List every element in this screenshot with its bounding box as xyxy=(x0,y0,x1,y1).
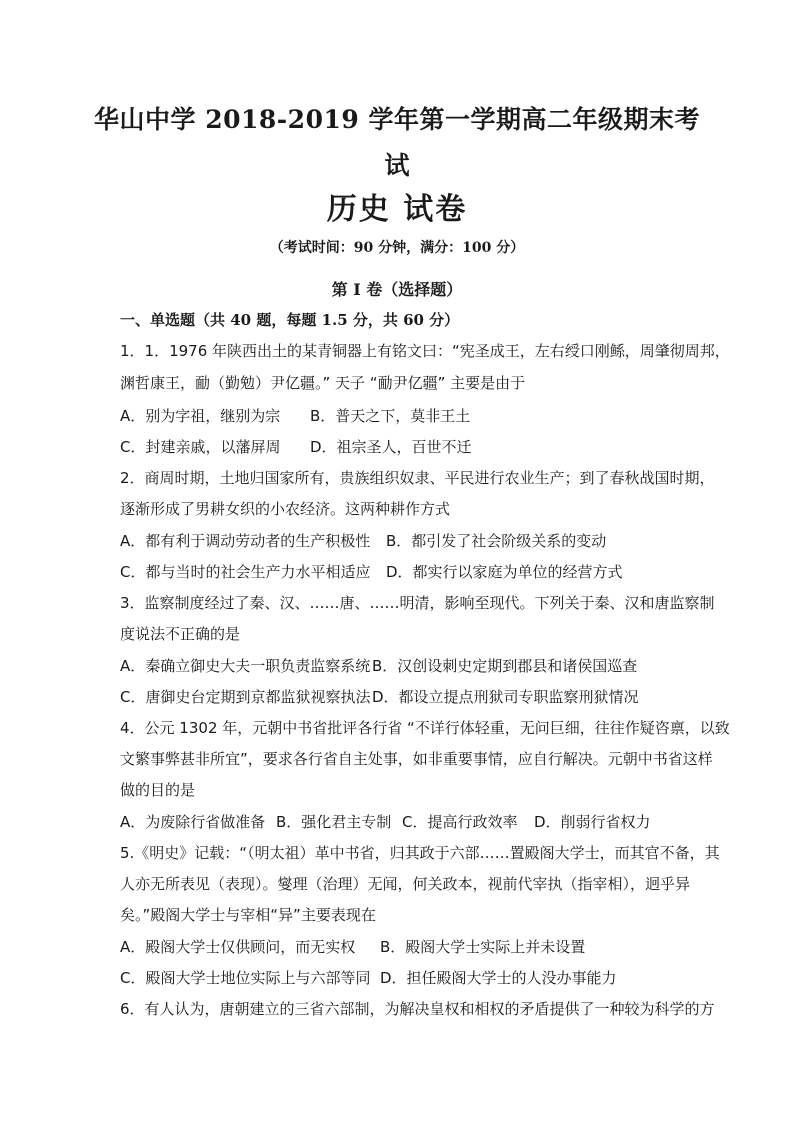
question-4-line-1: 4．公元 1302 年，元朝中书省批评各行省 “不详行体轻重，无问巨细，往往作疑咨禀，以致 xyxy=(120,719,730,737)
option-d: D．都设立提点刑狱司专职监察刑狱情况 xyxy=(372,688,639,706)
option-b: B．汉创设刺史定期到郡县和诸侯国巡查 xyxy=(372,657,638,675)
exam-title-continued: 试 xyxy=(384,151,410,180)
option-c: C．提高行政效率 xyxy=(402,813,518,831)
option-d: D．都实行以家庭为单位的经营方式 xyxy=(386,563,623,581)
question-6-line-1: 6．有人认为，唐朝建立的三省六部制，为解决皇权和相权的矛盾提供了一种较为科学的方 xyxy=(120,1000,715,1018)
option-b: B．普天之下，莫非王土 xyxy=(310,407,471,425)
exam-info: （考试时间：90 分钟，满分：100 分） xyxy=(269,240,525,256)
option-d: D．担任殿阁大学士的人没办事能力 xyxy=(380,969,617,987)
option-a: A．殿阁大学士仅供顾问，而无实权 xyxy=(120,938,356,956)
question-1-line-1: 1．1．1976 年陕西出土的某青铜器上有铭文曰：“宪圣成王，左右绶口刚鲧，周肇彻周邦， xyxy=(120,342,730,360)
question-4-line-2: 文繁事弊甚非所宜”，要求各行省自主处事，如非重要事情，应自行解决。元朝中书省这样 xyxy=(120,750,713,768)
section-title: 第 I 卷（选择题） xyxy=(331,280,463,299)
question-5-line-2: 人亦无所表见（表现）。燮理（治理）无闻，何关政本，视前代宰执（指宰相），迥乎异 xyxy=(120,875,691,893)
option-b: B．强化君主专制 xyxy=(276,813,392,831)
option-a: A．秦确立御史大夫一职负责监察系统 xyxy=(120,657,371,675)
option-c: C．封建亲戚，以藩屏周 xyxy=(120,438,281,456)
question-2-line-2: 逐渐形成了男耕女织的小农经济。这两种耕作方式 xyxy=(120,500,451,518)
question-5-line-3: 矣。”殿阁大学士与宰相“异”主要表现在 xyxy=(120,906,376,924)
subject-title: 历史 试卷 xyxy=(326,192,468,227)
part-title: 一、单选题（共 40 题，每题 1.5 分，共 60 分） xyxy=(120,311,460,329)
option-d: D．祖宗圣人，百世不迁 xyxy=(310,438,472,456)
option-a: A．都有利于调动劳动者的生产积极性 xyxy=(120,532,371,550)
option-c: C．殿阁大学士地位实际上与六部等同 xyxy=(120,969,371,987)
option-c: C．都与当时的社会生产力水平相适应 xyxy=(120,563,371,581)
option-d: D．削弱行省权力 xyxy=(534,813,651,831)
option-b: B．都引发了社会阶级关系的变动 xyxy=(386,532,607,550)
option-a: A．别为字祖，继别为宗 xyxy=(120,407,281,425)
question-3-line-2: 度说法不正确的是 xyxy=(120,625,241,643)
question-5-line-1: 5.《明史》记载：“（明太祖）革中书省，归其政于六部……置殿阁大学士，而其官不备，其 xyxy=(120,844,720,862)
question-4-line-3: 做的目的是 xyxy=(120,781,196,799)
option-a: A．为废除行省做准备 xyxy=(120,813,266,831)
question-1-line-2: 渊哲康王，勔（勤勉）尹亿疆。” 天子 “勔尹亿疆” 主要是由于 xyxy=(120,374,526,392)
question-3-line-1: 3．监察制度经过了秦、汉、……唐、……明清，影响至现代。下列关于秦、汉和唐监察制 xyxy=(120,594,715,612)
option-b: B．殿阁大学士实际上并未设置 xyxy=(380,938,586,956)
option-c: C．唐御史台定期到京都监狱视察执法 xyxy=(120,688,371,706)
question-2-line-1: 2．商周时期，土地归国家所有，贵族组织奴隶、平民进行农业生产；到了春秋战国时期， xyxy=(120,469,715,487)
exam-title: 华山中学 2018-2019 学年第一学期高二年级期末考 xyxy=(94,105,700,134)
